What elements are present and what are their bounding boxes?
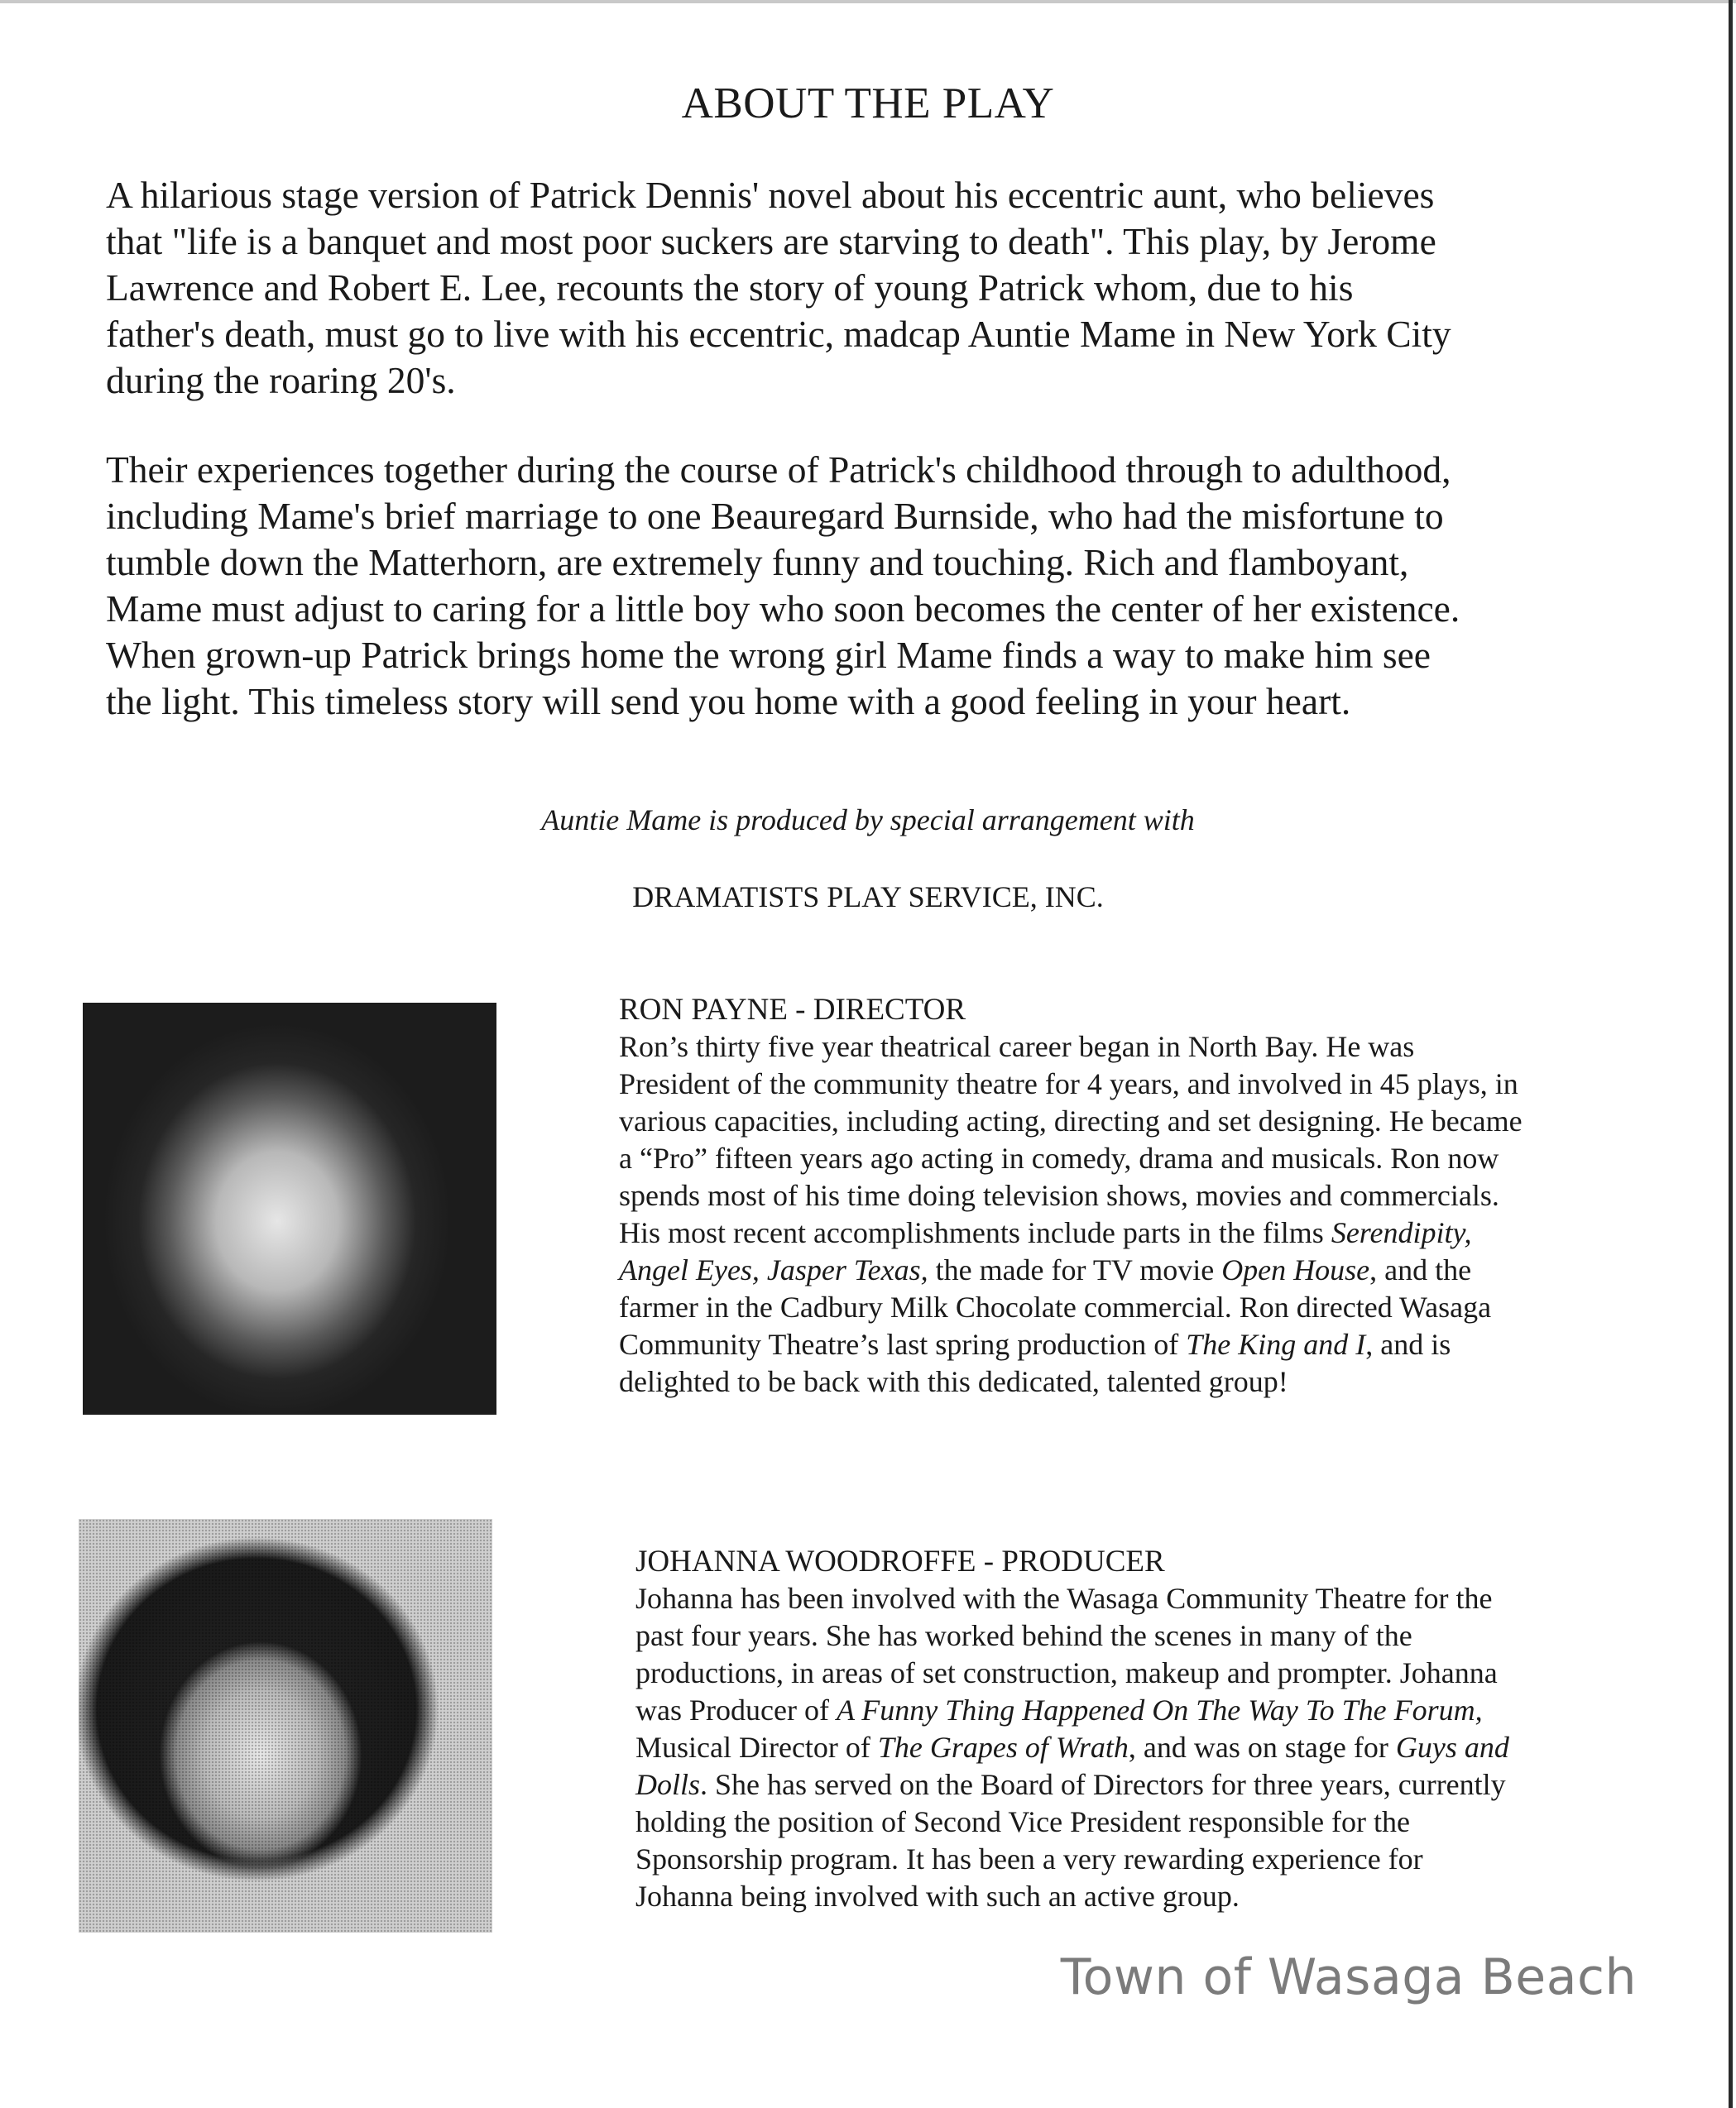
producer-photo [79, 1519, 492, 1933]
bio-line [635, 1692, 1509, 1729]
licensing-company: DRAMATISTS PLAY SERVICE, INC. [632, 880, 1104, 913]
show-title: Guys and [1395, 1731, 1509, 1764]
bio-line: productions, in areas of set construction, makeup and prompter. Johanna [635, 1656, 1498, 1689]
text-line: tumble down the Matterhorn, are extremely funny and touching. Rich and flamboyant, [106, 541, 1409, 583]
bio-text: Community Theatre’s last spring production of [619, 1328, 1187, 1361]
text-line: that "life is a banquet and most poor suckers are starving to death". This play, by Jerome [106, 220, 1436, 262]
bio-text: , and was on stage for [1128, 1731, 1396, 1764]
text-line: the light. This timeless story will send you home with a good feeling in your heart. [106, 680, 1351, 722]
film-title: Open House [1221, 1253, 1370, 1286]
bio-line: various capacities, including acting, directing and set designing. He became [619, 1104, 1523, 1138]
bio-line: a “Pro” fifteen years ago acting in comedy, drama and musicals. Ron now [619, 1142, 1499, 1175]
film-title: Serendipity, [1331, 1216, 1472, 1249]
director-bio [619, 991, 1523, 1401]
bio-line: Johanna being involved with such an active group. [635, 1880, 1240, 1913]
text-line: father's death, must go to live with his eccentric, madcap Auntie Mame in New York City [106, 313, 1451, 355]
bio-text: , and is [1365, 1328, 1451, 1361]
show-title: Dolls [635, 1768, 701, 1801]
show-title: The Grapes of Wrath [877, 1731, 1129, 1764]
show-title: The King and I [1186, 1328, 1366, 1361]
bio-text: the made for TV movie [928, 1253, 1222, 1286]
producer-bio [635, 1543, 1509, 1915]
scan-edge-right [1729, 0, 1733, 2108]
scan-edge-top [0, 0, 1736, 3]
bio-text: , and the [1369, 1253, 1472, 1286]
production-credit-note: Auntie Mame is produced by special arrangement with [541, 803, 1195, 836]
bio-line [635, 1729, 1509, 1766]
watermark: Town of Wasaga Beach [1060, 1948, 1637, 2006]
show-title: A Funny Thing Happened On The Way To The Forum, [836, 1694, 1483, 1727]
bio-text: . She has served on the Board of Directors for three years, currently [700, 1768, 1506, 1801]
bio-line [635, 1766, 1509, 1804]
bio-line: Sponsorship program. It has been a very rewarding experience for [635, 1842, 1423, 1876]
synopsis-paragraph-2 [106, 447, 1595, 725]
director-heading: RON PAYNE - DIRECTOR [619, 993, 966, 1027]
director-photo [83, 1003, 496, 1415]
bio-line: Ron’s thirty five year theatrical career began in North Bay. He was [619, 1030, 1415, 1063]
bio-line [619, 1326, 1523, 1363]
text-line: Their experiences together during the course of Patrick's childhood through to adulthood, [106, 448, 1451, 491]
bio-line: spends most of his time doing television shows, movies and commercials. [619, 1179, 1499, 1212]
text-line: Lawrence and Robert E. Lee, recounts the story of young Patrick whom, due to his [106, 266, 1354, 309]
bio-text: was Producer of [635, 1694, 837, 1727]
bio-line: past four years. She has worked behind the scenes in many of the [635, 1619, 1412, 1652]
text-line: Mame must adjust to caring for a little boy who soon becomes the center of her existence. [106, 587, 1460, 630]
bio-line: holding the position of Second Vice President responsible for the [635, 1805, 1411, 1838]
text-line: during the roaring 20's. [106, 359, 456, 401]
bio-text: Musical Director of [635, 1731, 878, 1764]
bio-line [619, 1252, 1523, 1289]
page-title: ABOUT THE PLAY [681, 79, 1055, 127]
bio-line: President of the community theatre for 4 years, and involved in 45 plays, in [619, 1067, 1518, 1100]
bio-line: farmer in the Cadbury Milk Chocolate commercial. Ron directed Wasaga [619, 1291, 1492, 1324]
synopsis-paragraph-1 [106, 172, 1595, 404]
film-title: Angel Eyes, Jasper Texas, [619, 1253, 928, 1286]
bio-line: delighted to be back with this dedicated, talented group! [619, 1365, 1288, 1398]
text-line: A hilarious stage version of Patrick Dennis' novel about his eccentric aunt, who believes [106, 174, 1435, 216]
bio-line [619, 1214, 1523, 1252]
text-line: When grown-up Patrick brings home the wrong girl Mame finds a way to make him see [106, 634, 1431, 676]
text-line: including Mame's brief marriage to one Beauregard Burnside, who had the misfortune to [106, 495, 1444, 537]
producer-heading: JOHANNA WOODROFFE - PRODUCER [635, 1545, 1165, 1579]
bio-line: Johanna has been involved with the Wasaga Community Theatre for the [635, 1582, 1493, 1615]
bio-text: His most recent accomplishments include parts in the films [619, 1216, 1331, 1249]
